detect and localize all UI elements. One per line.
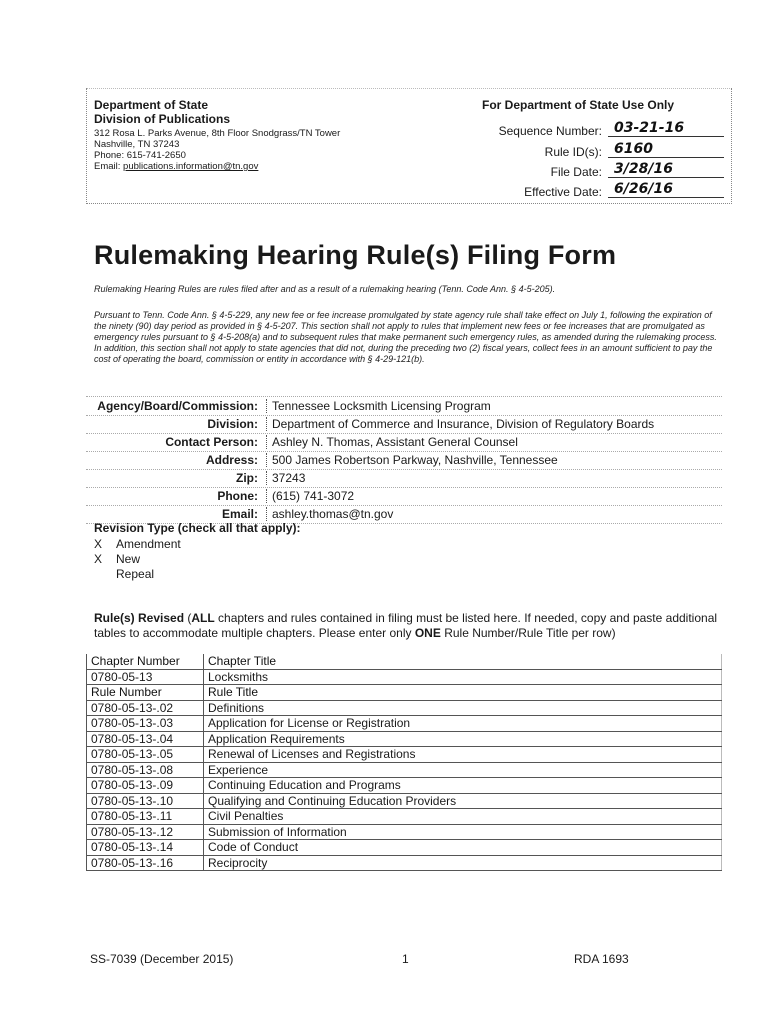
- phone-label: Phone:: [217, 489, 258, 503]
- dept-name: Department of State: [94, 98, 209, 112]
- table-row: [87, 762, 722, 778]
- contact-row-person: [86, 433, 722, 452]
- table-row: [87, 855, 722, 871]
- revision-label: Amendment: [116, 537, 181, 551]
- table-cell[interactable]: 0780-05-13-.14: [87, 840, 204, 856]
- file-date-label: File Date:: [550, 165, 602, 179]
- sequence-label: Sequence Number:: [498, 124, 602, 138]
- table-row: [87, 809, 722, 825]
- revision-item-amendment[interactable]: [94, 537, 181, 551]
- contact-row-phone: [86, 487, 722, 506]
- contact-separator: [266, 399, 267, 413]
- table-cell[interactable]: 0780-05-13-.10: [87, 793, 204, 809]
- agency-value[interactable]: Tennessee Locksmith Licensing Program: [272, 399, 491, 413]
- rule-id-label: Rule ID(s):: [544, 145, 602, 159]
- heading-text: (: [184, 611, 192, 625]
- table-cell[interactable]: Locksmiths: [204, 669, 722, 685]
- table-cell[interactable]: Reciprocity: [204, 855, 722, 871]
- dept-city: Nashville, TN 37243: [94, 139, 180, 150]
- table-cell[interactable]: 0780-05-13-.12: [87, 824, 204, 840]
- agency-label: Agency/Board/Commission:: [97, 399, 258, 413]
- dept-phone: Phone: 615-741-2650: [94, 150, 186, 161]
- dept-email-line: [94, 161, 258, 172]
- rules-table: [86, 654, 722, 871]
- revision-label: Repeal: [116, 567, 155, 581]
- table-row: [87, 731, 722, 747]
- table-row: [87, 669, 722, 685]
- contact-row-agency: [86, 397, 722, 416]
- table-cell[interactable]: 0780-05-13-.08: [87, 762, 204, 778]
- zip-value[interactable]: 37243: [272, 471, 306, 485]
- table-cell[interactable]: 0780-05-13-.03: [87, 716, 204, 732]
- rule-id-value[interactable]: 6160: [608, 141, 724, 158]
- footer-page-number: 1: [402, 952, 409, 966]
- table-cell[interactable]: 0780-05-13-.04: [87, 731, 204, 747]
- contact-person-value[interactable]: Ashley N. Thomas, Assistant General Counsel: [272, 435, 518, 449]
- table-cell[interactable]: 0780-05-13-.09: [87, 778, 204, 794]
- effective-date-label: Effective Date:: [524, 185, 602, 199]
- table-cell: Chapter Number: [87, 654, 204, 669]
- phone-value[interactable]: (615) 741-3072: [272, 489, 355, 503]
- contact-separator: [266, 489, 267, 503]
- revision-item-repeal[interactable]: [94, 567, 154, 581]
- table-cell[interactable]: Definitions: [204, 700, 722, 716]
- revision-item-new[interactable]: [94, 552, 140, 566]
- table-cell[interactable]: 0780-05-13-.11: [87, 809, 204, 825]
- table-row: [87, 778, 722, 794]
- table-cell[interactable]: Application Requirements: [204, 731, 722, 747]
- address-value[interactable]: 500 James Robertson Parkway, Nashville, Tennessee: [272, 453, 558, 467]
- table-cell[interactable]: 0780-05-13: [87, 669, 204, 685]
- heading-text: chapters and rules contained in filing must be listed here. If needed, copy and paste additional tables to accommodate multiple chapters. Please enter only: [94, 611, 718, 640]
- zip-label: Zip:: [236, 471, 258, 485]
- contact-separator: [266, 417, 267, 431]
- address-label: Address:: [205, 453, 258, 467]
- division-name: Division of Publications: [94, 112, 231, 126]
- table-row: [87, 824, 722, 840]
- revision-label: New: [116, 552, 141, 566]
- table-cell[interactable]: 0780-05-13-.05: [87, 747, 204, 763]
- footer-form-id: SS-7039 (December 2015): [90, 952, 234, 966]
- sequence-value[interactable]: 03-21-16: [608, 120, 724, 137]
- table-row: [87, 747, 722, 763]
- contact-separator: [266, 507, 267, 521]
- revision-checkmark: X: [94, 552, 103, 566]
- file-date-value[interactable]: 3/28/16: [608, 161, 724, 178]
- table-cell[interactable]: Renewal of Licenses and Registrations: [204, 747, 722, 763]
- heading-text: Rule Number/Rule Title per row): [440, 626, 616, 640]
- contact-row-address: [86, 451, 722, 470]
- revision-type-title: Revision Type (check all that apply):: [94, 521, 301, 535]
- table-header-row: [87, 654, 722, 669]
- revision-checkmark: X: [94, 537, 103, 551]
- division-value[interactable]: Department of Commerce and Insurance, Division of Regulatory Boards: [272, 417, 655, 431]
- email-label: Email:: [221, 507, 258, 521]
- table-cell[interactable]: 0780-05-13-.02: [87, 700, 204, 716]
- table-cell[interactable]: Civil Penalties: [204, 809, 722, 825]
- contact-row-zip: [86, 469, 722, 488]
- table-cell: Chapter Title: [204, 654, 722, 669]
- intro-text: Rulemaking Hearing Rules are rules filed after and as a result of a rulemaking hearing (Tenn. Code Ann. § 4-5-205).: [94, 284, 556, 294]
- footer-rda: RDA 1693: [574, 952, 629, 966]
- table-cell: Rule Title: [204, 685, 722, 701]
- contact-separator: [266, 471, 267, 485]
- table-cell[interactable]: Code of Conduct: [204, 840, 722, 856]
- fee-paragraph: Pursuant to Tenn. Code Ann. § 4-5-229, any new fee or fee increase promulgated by state agency rule shall take effect on July 1, following the expiration of the ninety (90) day period as provided in § 4-5-207. This section shall not apply to rules that implement new fees or fee increases that are promulgated as emergency rules pursuant to § 4-5-208(a) and to subsequent rules that make permanent such emergency rules, as amended during the rulemaking process. In addition, this section shall not apply to state agencies that did not, during the preceding two (2) fiscal years, collect fees in an amount sufficient to pay the cost of operating the board, commission or entity in accordance with § 4-29-121(b).: [94, 310, 717, 364]
- heading-all: ALL: [191, 611, 215, 625]
- rules-revised-bold: Rule(s) Revised: [94, 611, 185, 625]
- dept-email-link[interactable]: publications.information@tn.gov: [123, 161, 259, 172]
- dept-email-label: Email:: [94, 161, 124, 172]
- table-row: [87, 793, 722, 809]
- table-row: [87, 840, 722, 856]
- contact-separator: [266, 453, 267, 467]
- table-cell[interactable]: Application for License or Registration: [204, 716, 722, 732]
- table-cell: Rule Number: [87, 685, 204, 701]
- table-row: [87, 700, 722, 716]
- contact-row-division: [86, 415, 722, 434]
- effective-date-value[interactable]: 6/26/16: [608, 181, 724, 198]
- contact-person-label: Contact Person:: [165, 435, 258, 449]
- heading-one: ONE: [414, 626, 441, 640]
- table-cell[interactable]: 0780-05-13-.16: [87, 855, 204, 871]
- table-header-row: [87, 685, 722, 701]
- table-cell[interactable]: Submission of Information: [204, 824, 722, 840]
- use-only-title: For Department of State Use Only: [482, 98, 675, 112]
- table-cell[interactable]: Continuing Education and Programs: [204, 778, 722, 794]
- table-row: [87, 716, 722, 732]
- rules-revised-heading: [94, 611, 724, 641]
- division-label: Division:: [207, 417, 258, 431]
- contact-separator: [266, 435, 267, 449]
- table-cell[interactable]: Qualifying and Continuing Education Providers: [204, 793, 722, 809]
- table-cell[interactable]: Experience: [204, 762, 722, 778]
- dept-address: 312 Rosa L. Parks Avenue, 8th Floor Snodgrass/TN Tower: [94, 128, 341, 139]
- page-title: Rulemaking Hearing Rule(s) Filing Form: [94, 240, 617, 270]
- email-value[interactable]: ashley.thomas@tn.gov: [272, 507, 394, 521]
